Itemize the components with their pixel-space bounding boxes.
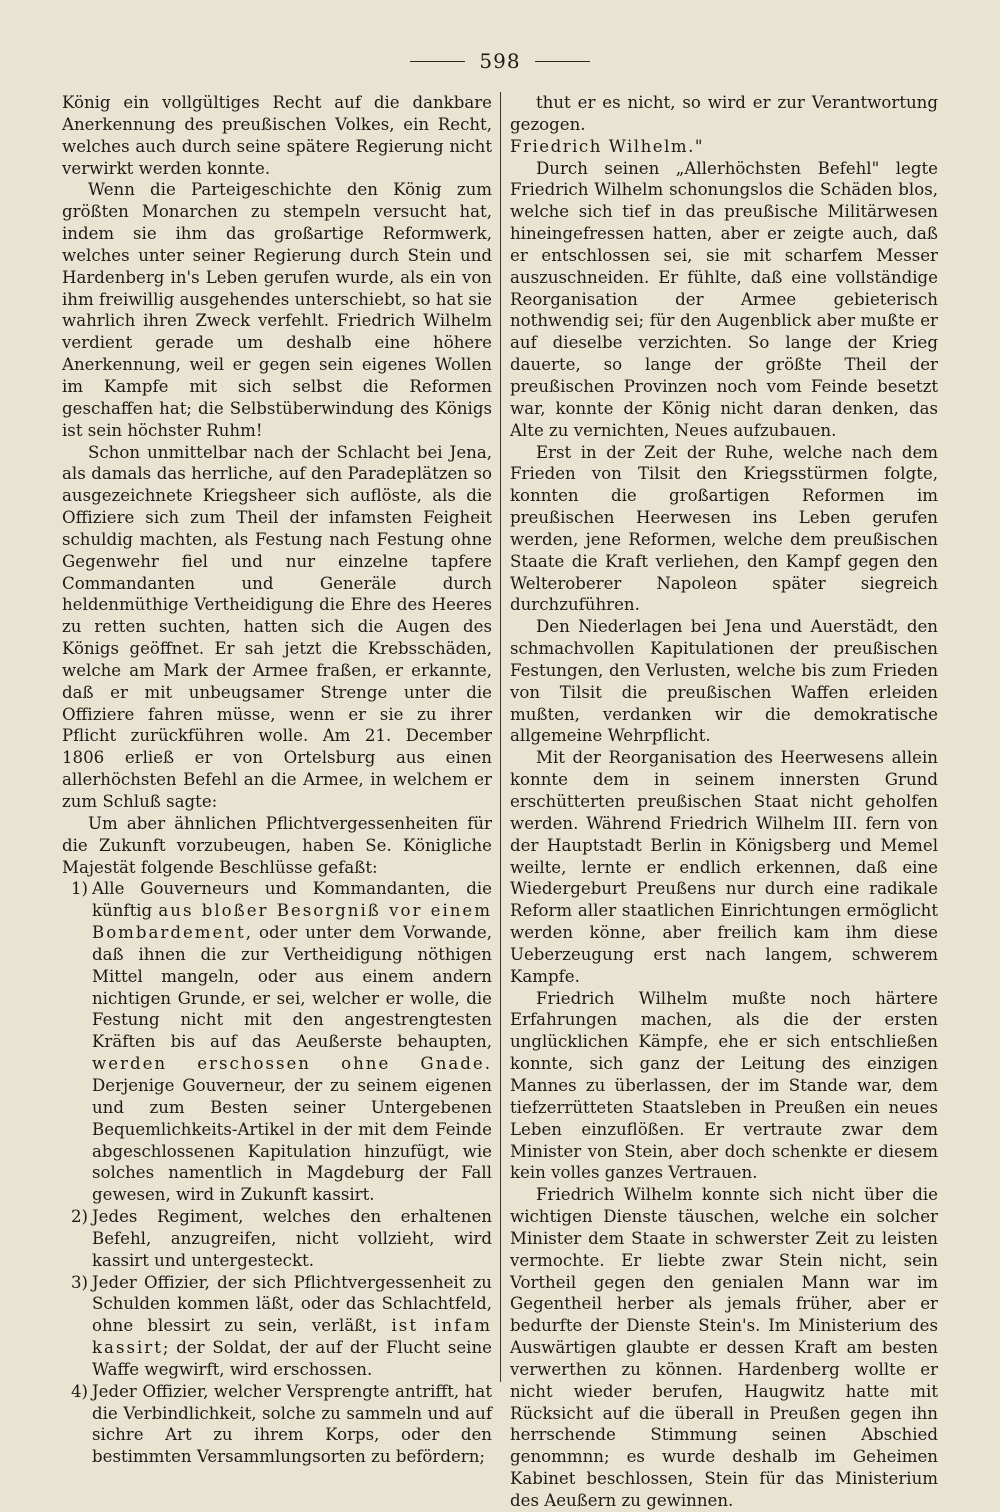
paragraph: Friedrich Wilhelm mußte noch härtere Erfahrungen machen, als die der ersten unglücklichen Kämpfe, ehe er sich entschließen konnte, sich ganz der Leitung des einzigen Mannes zu überlassen, der im Stande war, dem tiefzerrütteten Staatsleben in Preußen ein neues Leben einzuflößen. Er vertraute zwar dem Minister von Stein, aber doch schenkte er diesem kein volles ganzes Vertrauen. xyxy=(510,988,938,1183)
column-divider xyxy=(500,92,501,1382)
left-column xyxy=(62,92,492,1468)
decree-item-3 xyxy=(62,1272,492,1381)
paragraph: Friedrich Wilhelm konnte sich nicht über die wichtigen Dienste täuschen, welche ein solcher Minister dem Staate in schwerster Zeit zu leisten vermochte. Er liebte zwar Stein nicht, sein Vortheil gegen den genialen Mann war im Gegentheil herber als jemals früher, aber er bedurfte der Dienste Stein's. Im Ministerium des Auswärtigen glaubte er dessen Kraft am besten verwerthen zu können. Hardenberg wollte er nicht wieder berufen, Haugwitz hatte mit Rücksicht auf die überall in Preußen gegen ihn herrschende Stimmung seinen Abschied genommnn; es wurde deshalb im Geheimen Kabinet beschlossen, Stein für das Ministerium des Aeußern zu gewinnen. xyxy=(510,1185,938,1510)
decree-item-text: Jeder Offizier, welcher Versprengte antrifft, hat die Verbindlichkeit, solche zu sammeln und auf sichre Art zu ihrem Korps, oder den bestimmten Versammlungsorten zu befördern; xyxy=(92,1381,492,1467)
header-rule-right xyxy=(535,61,590,62)
paragraph: Mit der Reorganisation des Heerwesens allein konnte dem in seinem innersten Grund erschütterten preußischen Staat nicht geholfen werden. Während Friedrich Wilhelm III. fern von der Hauptstadt Berlin in Königsberg und Memel weilte, lernte er endlich erkennen, daß eine Wiedergeburt Preußens nur durch eine radikale Reform aller staatlichen Einrichtungen ermöglicht werden könne, aber freilich kam ihm diese Ueberzeugung erst nach langem, schwerem Kampfe. xyxy=(510,748,938,986)
page-number: 598 xyxy=(479,49,521,73)
decree-text-emphasis: ist infam kassirt xyxy=(92,1316,492,1358)
decree-item-1 xyxy=(62,878,492,1206)
decree-item-2 xyxy=(62,1206,492,1272)
decree-text-part: Derjenige Gouverneur, der zu seinem eigenen und zum Besten seiner Untergebenen Bequemlichkeits-Artikel in der mit dem Feinde abgeschlossenen Kapitulation hinzufügt, wie solches namentlich in Magdeburg der Fall gewesen, wird in Zukunft kassirt. xyxy=(92,1075,492,1205)
paragraph: Wenn die Parteigeschichte den König zum größten Monarchen zu stempeln versucht hat, indem sie ihm das großartige Reformwerk, welches unter seiner Regierung durch Stein und Hardenberg in's Leben gerufen wurde, als ein von ihm freiwillig ausgehendes unterschiebt, so hat sie wahrlich ihren Zweck verfehlt. Friedrich Wilhelm verdient gerade um deshalb eine höhere Anerkennung, weil er gegen sein eigenes Wollen im Kampfe mit sich selbst die Reformen geschaffen hat; die Selbstüberwindung des Königs ist sein höchster Ruhm! xyxy=(62,180,492,440)
page-header xyxy=(0,46,1000,76)
decree-item-text xyxy=(92,1272,492,1381)
decree-item-4 xyxy=(62,1381,492,1468)
decree-text-emphasis: werden erschossen ohne Gnade. xyxy=(92,1054,492,1074)
decree-text-part: Alle Gouverneurs und Kommandanten, die künftig xyxy=(92,879,492,921)
decree-text-emphasis: aus bloßer Besorgniß vor einem Bombardement xyxy=(92,901,492,943)
paragraph: thut er es nicht, so wird er zur Verantwortung gezogen. xyxy=(510,93,938,134)
paragraph: Den Niederlagen bei Jena und Auerstädt, den schmachvollen Kapitulationen der preußischen Festungen, den Verlusten, welche bis zum Frieden von Tilsit die preußischen Waffen erleiden mußten, verdanken wir die demokratische allgemeine Wehrpflicht. xyxy=(510,617,938,746)
paragraph: Erst in der Zeit der Ruhe, welche nach dem Frieden von Tilsit den Kriegsstürmen folgte, konnten die großartigen Reformen im preußischen Heerwesen ins Leben gerufen werden, jene Reformen, welche dem preußischen Staate die Kraft verliehen, den Kampf gegen den Welteroberer Napoleon später siegreich durchzuführen. xyxy=(510,442,938,615)
decree-text-part: , oder unter dem Vorwande, daß ihnen die zur Vertheidigung nöthigen Mittel mangeln, oder aus einem andern nichtigen Grunde, er sei, welcher er wolle, die Festung nicht mit den angestrengtesten Kräften bis auf das Aeußerste behaupten, xyxy=(92,923,492,1052)
decree-item-number: 4) xyxy=(70,1381,88,1401)
decree-text-part: ; der Soldat, der auf der Flucht seine Waffe wegwirft, wird erschossen. xyxy=(92,1338,492,1379)
decree-list xyxy=(62,878,492,1468)
paragraph: Schon unmittelbar nach der Schlacht bei Jena, als damals das herrliche, auf den Paradeplätzen so ausgezeichnete Kriegsheer sich auflöste, als die Offiziere sich zum Theil der infamsten Feigheit schuldig machten, als Festung nach Festung ohne Gegenwehr fiel und nur einzelne tapfere Commandanten und Generäle durch heldenmüthige Vertheidigung die Ehre des Heeres zu retten suchten, hatten sich die Augen des Königs geöffnet. Er sah jetzt die Krebsschäden, welche am Mark der Armee fraßen, er erkannte, daß er mit unbeugsamer Strenge unter die Offiziere fahren müsse, wenn er sie zu ihrer Pflicht zurückführen wolle. Am 21. December 1806 erließ er von Ortelsburg aus einen allerhöchsten Befehl an die Armee, in welchem er zum Schluß sagte: xyxy=(62,442,492,811)
decree-item-number: 3) xyxy=(70,1272,88,1292)
paragraph: König ein vollgültiges Recht auf die dankbare Anerkennung des preußischen Volkes, ein Recht, welches auch durch seine spätere Regierung nicht verwirkt werden konnte. xyxy=(62,93,492,178)
paragraph: Durch seinen „Allerhöchsten Befehl" legte Friedrich Wilhelm schonungslos die Schäden blos, welche sich tief in das preußische Militärwesen hineingefressen hatten, aber er zeigte auch, daß er entschlossen sei, sie mit scharfem Messer auszuschneiden. Er fühlte, daß eine vollständige Reorganisation der Armee gebieterisch nothwendig sei; für den Augenblick aber mußte er auf dieselbe verzichten. So lange der Krieg dauerte, so lange der größte Theil der preußischen Provinzen noch vom Feinde besetzt war, konnte der König nicht daran denken, das Alte zu vernichten, Neues aufzubauen. xyxy=(510,158,938,440)
right-column xyxy=(510,92,938,1512)
decree-item-number: 2) xyxy=(70,1207,88,1227)
decree-item-text: Jedes Regiment, welches den erhaltenen Befehl, anzugreifen, nicht vollzieht, wird kassirt und untergesteckt. xyxy=(92,1207,492,1270)
decree-signature: Friedrich Wilhelm." xyxy=(510,136,705,156)
decree-item-text xyxy=(92,878,492,1206)
decree-item-number: 1) xyxy=(70,879,88,899)
header-rule-left xyxy=(410,61,465,62)
decree-text-part: Jeder Offizier, der sich Pflichtvergessenheit zu Schulden kommen läßt, oder das Schlachtfeld, ohne blessirt zu sein, verläßt, xyxy=(92,1272,492,1336)
decree-intro: Um aber ähnlichen Pflichtvergessenheiten für die Zukunft vorzubeugen, haben Se. Königliche Majestät folgende Beschlüsse gefaßt: xyxy=(62,813,492,877)
